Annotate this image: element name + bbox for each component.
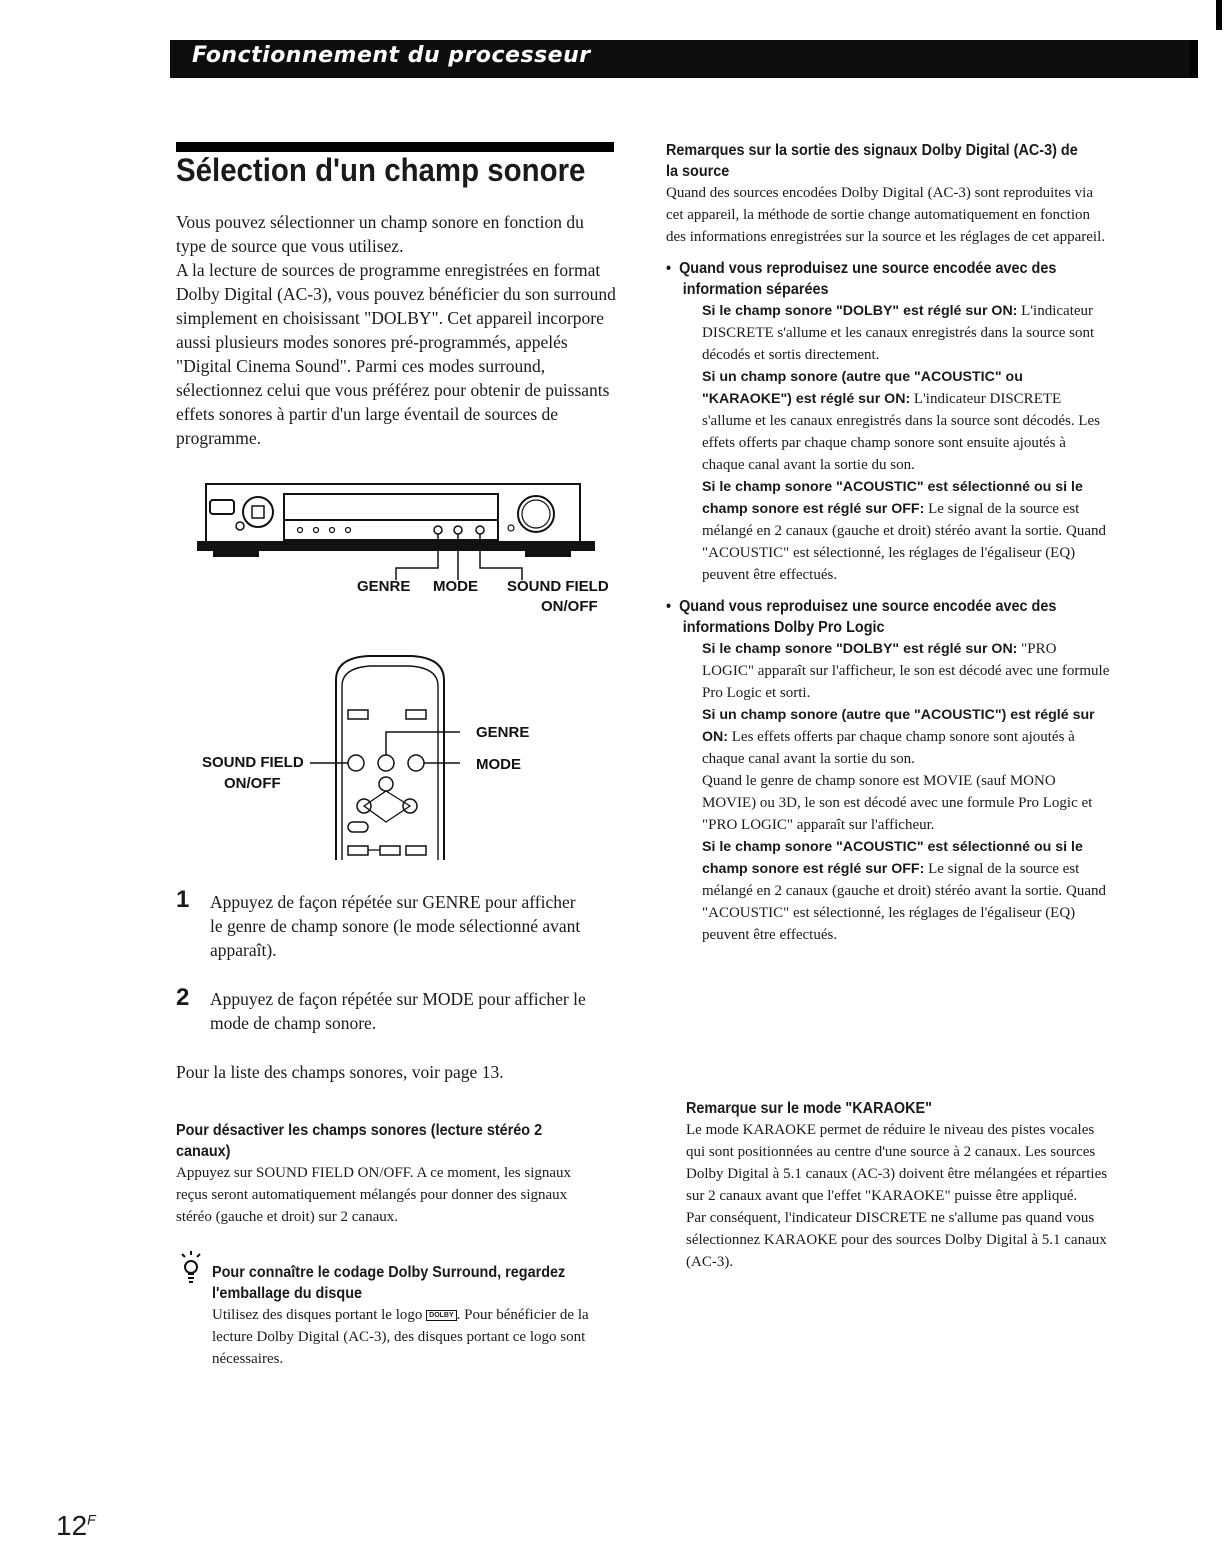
tip-text-part: Utilisez des disques portant le logo [212, 1307, 423, 1323]
label-mode: MODE [433, 578, 478, 595]
intro-paragraph: A la lecture de sources de programme enregistrées en format Dolby Digital (AC-3), vous pouvez bénéficier du son surround simplement en choisissant "DOLBY". Cet appareil incorpore aussi plusieurs modes sonores pré-programmés, appelés "Digital Cinema Sound". Parmi ces modes surround, sélectionnez celui que vous préférez pour obtenir de puissants effets sonores à partir d'un large éventail de sources de programme. [176, 260, 616, 448]
remote-label-on-off: ON/OFF [224, 775, 281, 792]
tip-text-part: . Pour bénéficier de la lecture Dolby Digital (AC-3), des disques portant ce logo sont nécessaires. [212, 1307, 589, 1367]
dolby-logo-text: DOLBY [429, 1312, 454, 1320]
condition: Si le champ sonore "ACOUSTIC" est sélectionné ou si le champ sonore est réglé sur OFF: Le signal de la source est mélangé en 2 canaux (gauche et droit) stéréo avant la sortie. Quand "ACOUSTIC" est sélectionné, les réglages de l'égaliseur (EQ) peuvent être effectués. [702, 479, 1106, 583]
remote-illustration [300, 650, 470, 862]
bullet-heading: • Quand vous reproduisez une source encodée avec des informations Dolby Pro Logic [666, 598, 1057, 636]
step-text: Appuyez de façon répétée sur MODE pour afficher le mode de champ sonore. [210, 989, 586, 1033]
bullet-body [702, 300, 1112, 586]
intro-text [176, 210, 616, 450]
condition: Si le champ sonore "DOLBY" est réglé sur ON: L'indicateur DISCRETE s'allume et les canaux enregistrés dans la source sont décodés et sortis directement. [702, 303, 1095, 363]
remarks-text: Quand des sources encodées Dolby Digital (AC-3) sont reproduites via cet appareil, la méthode de sortie change automatiquement en fonction des informations enregistrées sur la source et les réglages de cet appareil. [666, 185, 1105, 245]
remote-label-genre: GENRE [476, 724, 530, 741]
tip-section [212, 1262, 612, 1370]
label-genre: GENRE [357, 578, 411, 595]
section-header-bar [170, 40, 1198, 78]
disable-section [176, 1120, 606, 1228]
label-sound-field: SOUND FIELD [507, 578, 609, 595]
remarks-heading: Remarques sur la sortie des signaux Dolby Digital (AC-3) de la source [666, 142, 1078, 180]
remote-label-mode: MODE [476, 756, 521, 773]
karaoke-heading: Remarque sur le mode "KARAOKE" [686, 1100, 932, 1117]
bullet-heading: • Quand vous reproduisez une source encodée avec des information séparées [666, 260, 1057, 298]
remarks-section [666, 140, 1112, 946]
intro-paragraph: Vous pouvez sélectionner un champ sonore en fonction du type de source que vous utilisez. [176, 212, 584, 256]
bullet-body [702, 638, 1112, 946]
remote-label-sound-field: SOUND FIELD [202, 754, 304, 771]
step-text: Appuyez de façon répétée sur GENRE pour afficher le genre de champ sonore (le mode sélectionné avant apparaît). [210, 892, 581, 960]
condition: Quand le genre de champ sonore est MOVIE (sauf MONO MOVIE) ou 3D, le son est décodé avec une formule Pro Logic et "PRO LOGIC" apparaît sur l'afficheur. [702, 773, 1093, 833]
section-title: Fonctionnement du processeur [192, 43, 591, 68]
edge-mark [1216, 0, 1222, 30]
karaoke-text: Le mode KARAOKE permet de réduire le niveau des pistes vocales qui sont positionnées au centre d'une source à 2 canaux. Les sources Dolby Digital à 5.1 canaux (AC-3) doivent être mélangées et réparties sur 2 canaux avant que l'effet "KARAOKE" puisse être appliqué. [686, 1122, 1108, 1204]
step-number: 2 [176, 984, 190, 1011]
condition: Si le champ sonore "DOLBY" est réglé sur ON: "PRO LOGIC" apparaît sur l'afficheur, le son est décodé avec une formule Pro Logic et sorti. [702, 641, 1110, 701]
condition: Si un champ sonore (autre que "ACOUSTIC" ou "KARAOKE") est réglé sur ON: L'indicateur DISCRETE s'allume et les canaux enregistrés dans la source sont décodés. Les effets offerts par chaque champ sonore sont ensuite ajoutés à chaque canal avant la sortie du son. [702, 369, 1100, 473]
title-rule [176, 142, 614, 152]
label-on-off: ON/OFF [541, 598, 598, 615]
condition: Si le champ sonore "ACOUSTIC" est sélectionné ou si le champ sonore est réglé sur OFF: Le signal de la source est mélangé en 2 canaux (gauche et droit) stéréo avant la sortie. Quand "ACOUSTIC" est sélectionné, les réglages de l'égaliseur (EQ) peuvent être effectués. [702, 839, 1106, 943]
tip-heading: Pour connaître le codage Dolby Surround, regardez l'emballage du disque [212, 1264, 566, 1302]
disable-text: Appuyez sur SOUND FIELD ON/OFF. A ce moment, les signaux reçus seront automatiquement mélangés pour donner des signaux stéréo (gauche et droit) sur 2 canaux. [176, 1165, 572, 1225]
karaoke-section [686, 1098, 1116, 1273]
karaoke-text: Par conséquent, l'indicateur DISCRETE ne s'allume pas quand vous sélectionnez KARAOKE pour des sources Dolby Digital à 5.1 canaux (AC-3). [686, 1210, 1107, 1270]
lightbulb-icon [176, 1250, 206, 1286]
page-number: $12^F$ [56, 1510, 96, 1541]
disable-heading: Pour désactiver les champs sonores (lecture stéréo 2 canaux) [176, 1122, 543, 1160]
page-title: Sélection d'un champ sonore [176, 152, 586, 188]
list-reference: Pour la liste des champs sonores, voir page 13. [176, 1062, 504, 1082]
dolby-logo [426, 1310, 457, 1321]
front-panel-illustration [196, 476, 596, 626]
condition: Si un champ sonore (autre que "ACOUSTIC") est réglé sur ON: Les effets offerts par chaque champ sonore sont ajoutés à chaque canal avant la sortie du son. [702, 707, 1095, 767]
step-number: 1 [176, 886, 190, 913]
tip-text [212, 1304, 612, 1370]
